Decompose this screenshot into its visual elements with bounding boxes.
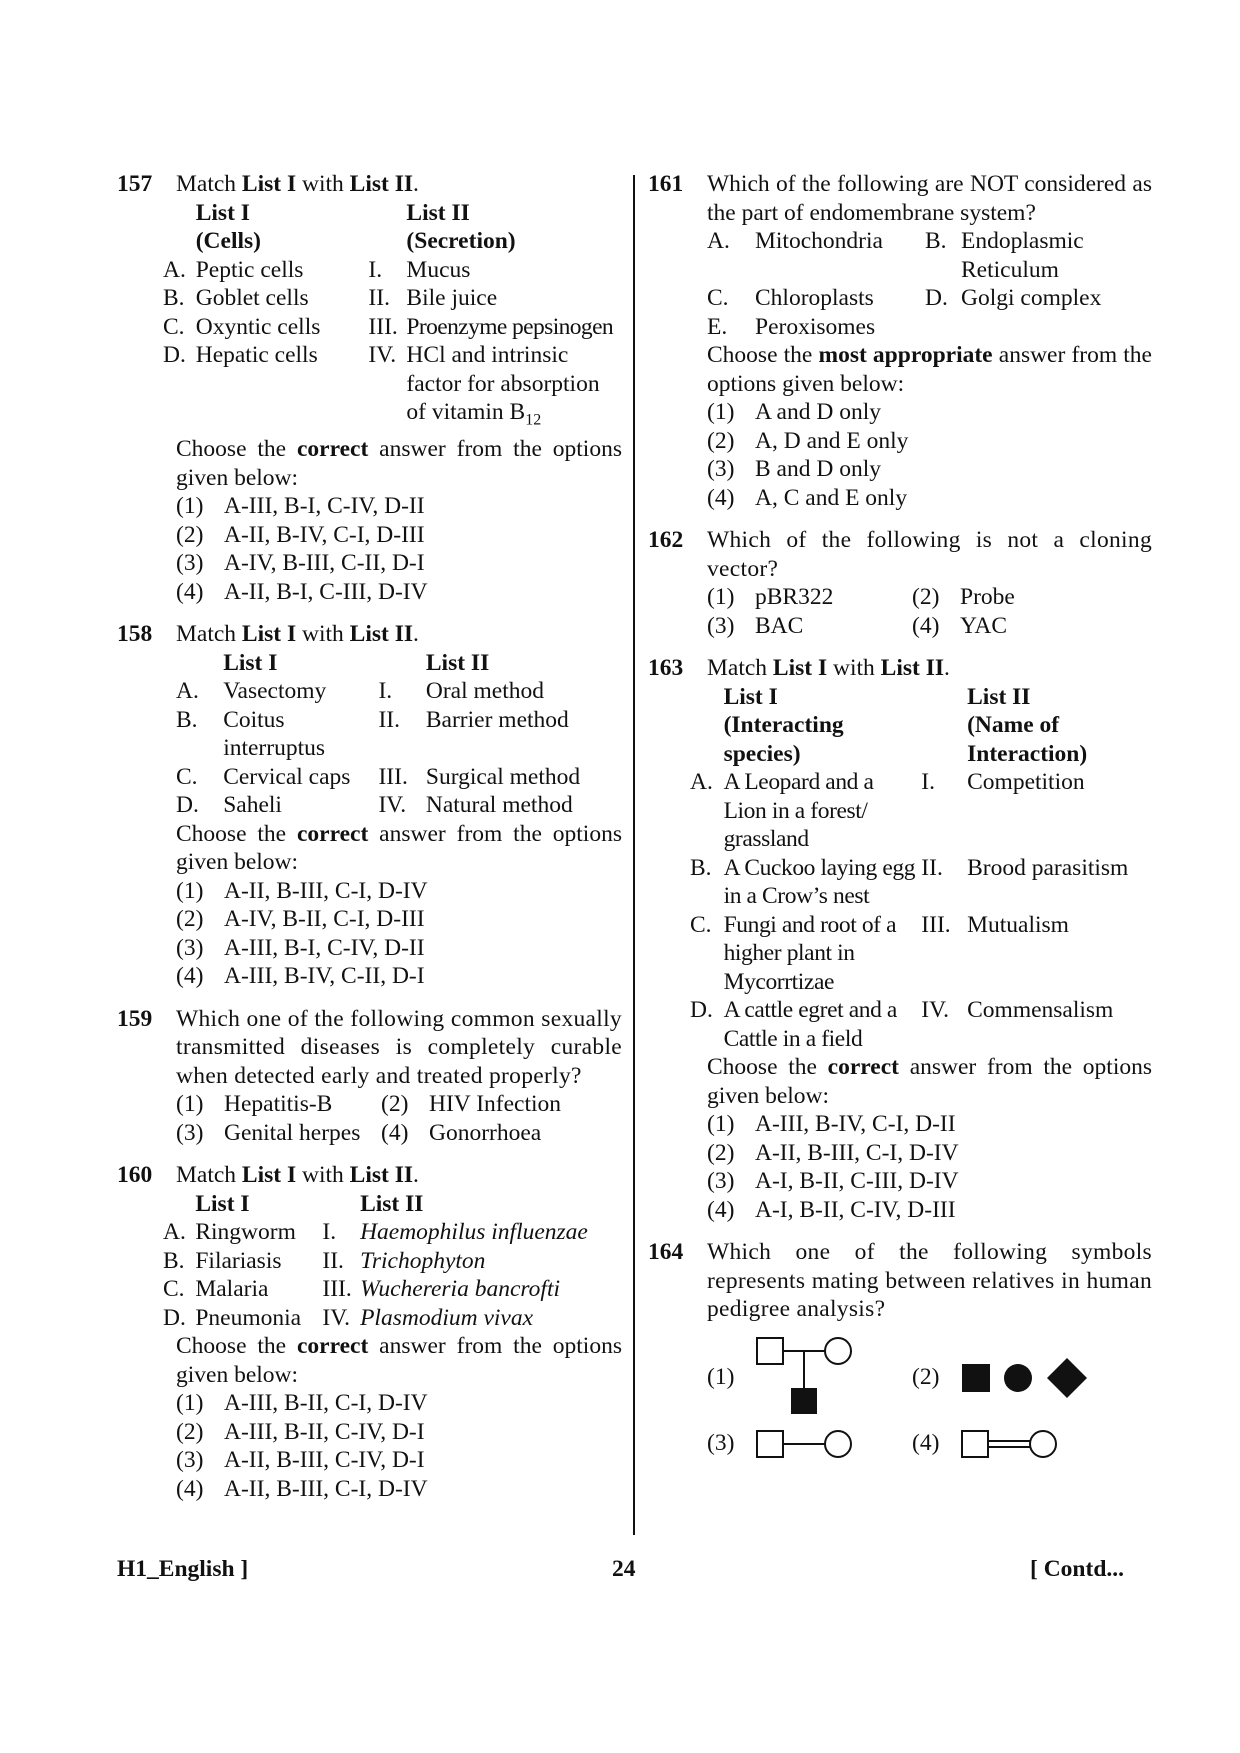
question-number: 164 <box>648 1239 684 1265</box>
option-4[interactable]: (4) A, C and E only <box>707 484 908 511</box>
option-1[interactable]: (1) A-III, B-IV, C-I, D-II <box>707 1111 956 1137</box>
table-row: B. Goblet cells II. Bile juice <box>163 285 498 311</box>
question-stem: Which of the following are NOT considered as the part of endomembrane system? <box>707 171 1152 226</box>
question-stem: Match List I with List II. <box>176 1162 419 1189</box>
option-1[interactable]: (1) <box>707 1336 912 1420</box>
option-1[interactable]: (1) Hepatitis-B <box>176 1091 333 1118</box>
footer-continued: [ Contd... <box>1030 1556 1125 1582</box>
question-stem: Which one of the following common sexually transmitted diseases is completely curable when detected early and treated properly? <box>176 1005 622 1089</box>
question-160 <box>117 1161 622 1503</box>
pedigree-mating-icon <box>755 1428 865 1460</box>
option-2[interactable]: (2) A-IV, B-II, C-I, D-III <box>176 906 425 933</box>
question-number: 158 <box>117 621 153 648</box>
option-1[interactable]: (1) A-II, B-III, C-I, D-IV <box>176 877 428 904</box>
question-number: 157 <box>117 171 153 197</box>
match-table: List I List II A. Vasectomy I. Oral method B. Coitus interruptus II. Barrier method C. Cervical caps III. Surgical method D. Saheli IV. Natural method <box>176 649 622 820</box>
instruction: Choose the correct answer from the options given below: <box>707 1054 1152 1109</box>
match-table: List I (Cells) List II (Secretion) A. Peptic cells I. Mucus B. Goblet cells II. Bile juice C. Oxyntic cells III. Proenzyme pepsinogen D. Hepatic cells IV. HCl and intrinsic factor for absorption of vitamin $B_{12}$ <box>163 199 622 436</box>
option-3[interactable]: (3) BAC <box>707 612 804 639</box>
option-4[interactable]: (4) Gonorrhoea <box>381 1119 542 1146</box>
option-2[interactable]: (2) A-III, B-II, C-IV, D-I <box>176 1418 425 1445</box>
option-3[interactable]: (3) A-IV, B-III, C-II, D-I <box>176 550 425 577</box>
table-row: A. Peptic cells I. Mucus <box>163 256 471 283</box>
instruction: Choose the correct answer from the options given below: <box>176 820 622 876</box>
column-divider <box>633 175 635 1535</box>
option-4[interactable]: (4) A-I, B-II, C-IV, D-III <box>707 1196 956 1223</box>
option-4[interactable]: (4) YAC <box>912 612 1008 639</box>
table-row: D. Hepatic cells IV. HCl and intrinsic factor for absorption of vitamin $B_{12}$ <box>163 342 600 429</box>
option-3[interactable]: (3) A-III, B-I, C-IV, D-II <box>176 934 425 961</box>
option-2[interactable]: (2) A-II, B-IV, C-I, D-III <box>176 521 425 548</box>
option-2[interactable]: (2) Probe <box>912 584 1015 610</box>
question-159 <box>117 1005 622 1148</box>
option-4[interactable]: (4) <box>912 1428 1070 1460</box>
item-table: A. Mitochondria B. Endoplasmic Reticulum C. Chloroplasts D. Golgi complex E. Peroxisomes <box>707 228 1102 340</box>
option-2[interactable]: (2) HIV Infection <box>381 1091 562 1118</box>
option-3[interactable]: (3) A-II, B-III, C-IV, D-I <box>176 1447 425 1474</box>
option-1[interactable]: (1) A-III, B-II, C-I, D-IV <box>176 1390 428 1417</box>
option-1[interactable]: (1) A and D only <box>707 399 881 425</box>
instruction: Choose the correct answer from the options given below: <box>176 436 622 491</box>
pedigree-affected-symbols-icon <box>960 1356 1090 1400</box>
option-4[interactable]: (4) A-II, B-I, C-III, D-IV <box>176 578 428 605</box>
table-row: C. Fungi and root of a higher plant in Mycorrtizae III. Mutualism <box>690 911 1069 995</box>
match-table: List I List II A. Ringworm I. Haemophilus influenzae B. Filariasis II. Trichophyton C. Malaria III. Wuchereria bancrofti D. Pneumonia IV. Plasmodium vivax <box>163 1190 622 1333</box>
option-2[interactable]: (2) A, D and E only <box>707 427 909 454</box>
question-stem: Which one of the following symbols represents mating between relatives in human pedigree analysis? <box>707 1239 1152 1322</box>
left-column <box>117 170 622 1517</box>
question-number: 160 <box>117 1162 153 1189</box>
question-stem: Which of the following is not a cloning vector? <box>707 527 1152 582</box>
pedigree-consanguineous-mating-icon <box>960 1428 1070 1460</box>
table-row: D. Saheli IV. Natural method <box>176 792 573 819</box>
table-row: B. Filariasis II. Trichophyton <box>163 1247 486 1274</box>
option-1[interactable]: (1) pBR322 <box>707 584 834 610</box>
question-158 <box>117 620 622 991</box>
question-162 <box>648 526 1152 640</box>
option-4[interactable]: (4) A-III, B-IV, C-II, D-I <box>176 963 425 990</box>
option-3[interactable]: (3) A-I, B-II, C-III, D-IV <box>707 1168 959 1194</box>
pedigree-parents-offspring-icon <box>755 1336 865 1420</box>
question-161 <box>648 170 1152 512</box>
question-157 <box>117 170 622 606</box>
question-163 <box>648 654 1152 1224</box>
footer-booklet-code: H1_English ] <box>117 1556 249 1582</box>
question-164 <box>648 1238 1152 1460</box>
question-stem: Match List I with List II. <box>176 621 419 648</box>
option-2[interactable]: (2) A-II, B-III, C-I, D-IV <box>707 1139 959 1166</box>
question-stem: Match List I with List II. <box>707 655 950 681</box>
question-stem: Match List I with List II. <box>176 171 419 197</box>
question-number: 161 <box>648 171 684 197</box>
table-row: A. Ringworm I. Haemophilus influenzae <box>163 1219 588 1246</box>
table-row: B. Coitus interruptus II. Barrier method <box>176 706 569 762</box>
question-number: 159 <box>117 1005 153 1032</box>
table-row: A. Vasectomy I. Oral method <box>176 678 544 705</box>
footer-page-number: 24 <box>612 1556 636 1582</box>
option-3[interactable]: (3) B and D only <box>707 456 881 482</box>
table-row: C. Malaria III. Wuchereria bancrofti <box>163 1276 560 1303</box>
question-number: 162 <box>648 527 684 553</box>
option-4[interactable]: (4) A-II, B-III, C-I, D-IV <box>176 1475 428 1502</box>
table-row: D. Pneumonia IV. Plasmodium vivax <box>163 1304 534 1331</box>
option-1[interactable]: (1) A-III, B-I, C-IV, D-II <box>176 493 425 520</box>
question-number: 163 <box>648 655 684 681</box>
right-column <box>648 170 1152 1474</box>
instruction: Choose the most appropriate answer from the options given below: <box>707 342 1152 397</box>
table-row: A. A Leopard and a Lion in a forest/ grassland I. Competition <box>690 769 1085 852</box>
option-3[interactable]: (3) <box>707 1428 912 1460</box>
option-3[interactable]: (3) Genital herpes <box>176 1119 361 1146</box>
match-table: List I (Interacting species) List II (Name of Interaction) A. A Leopard and a Lion in a forest/ grassland I. Competition B. A Cuckoo laying egg in a Crow’s nest II. Brood parasitism C. Fungi and root of a higher plant in Mycorrtizae III. Mutualism D. A cattle egret and a Cattle in a field IV. Commensalism <box>690 683 1152 1054</box>
table-row: C. Cervical caps III. Surgical method <box>176 763 581 790</box>
instruction: Choose the correct answer from the options given below: <box>176 1333 622 1388</box>
option-2[interactable]: (2) <box>912 1336 1090 1420</box>
table-row: B. A Cuckoo laying egg in a Crow’s nest II. Brood parasitism <box>690 854 1129 909</box>
table-row: D. A cattle egret and a Cattle in a field IV. Commensalism <box>690 997 1114 1052</box>
table-row: C. Oxyntic cells III. Proenzyme pepsinogen <box>163 313 614 340</box>
